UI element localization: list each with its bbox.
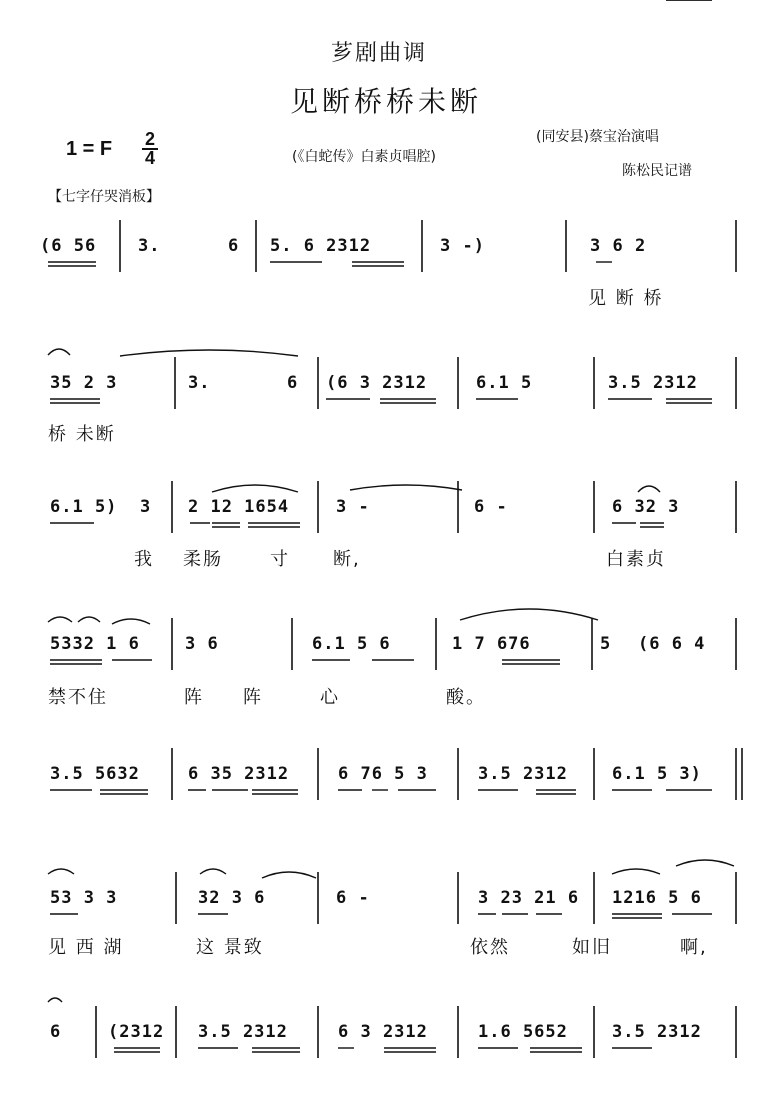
note-group: 3 - — [336, 497, 370, 517]
note-group: 2 12 1654 — [188, 497, 290, 517]
note-group: 3. — [138, 236, 161, 256]
lyric-text: 依然 — [470, 937, 510, 958]
slur — [676, 860, 734, 866]
note-group: 5332 1 6 — [50, 634, 140, 654]
key-signature: 1 = F — [66, 138, 113, 160]
song-title: 见断桥桥未断 — [290, 85, 483, 118]
slur — [112, 619, 150, 624]
lyric-text: 心 — [320, 687, 340, 708]
note-group: 5. 6 2312 — [270, 236, 372, 256]
slur — [48, 349, 70, 355]
slur — [212, 485, 298, 492]
lyric-text: 阵 — [184, 687, 204, 708]
note-group: 3.5 2312 — [612, 1022, 702, 1042]
slur — [120, 350, 298, 356]
recorder-credit: 陈松民记谱 — [622, 163, 692, 179]
slur — [200, 869, 226, 874]
note-group: 6 — [50, 1022, 62, 1042]
note-group: 1216 5 6 — [612, 888, 702, 908]
genre-heading: 芗剧曲调 — [331, 41, 428, 66]
note-group: 6.1 5 3) — [612, 764, 702, 784]
note-group: 3.5 2312 — [608, 373, 698, 393]
slur — [78, 617, 100, 622]
note-group: 6.1 5 6 — [312, 634, 391, 654]
slur — [262, 872, 316, 878]
lyric-text: 柔肠 — [183, 549, 223, 570]
source-note: (《白蛇传》白素贞唱腔) — [292, 149, 436, 165]
slur — [612, 869, 660, 874]
time-signature-top: 2 — [144, 129, 155, 149]
time-signature-bottom: 4 — [144, 148, 155, 168]
tune-type-label: 【七字仔哭消板】 — [48, 189, 160, 205]
slur — [350, 485, 462, 490]
lyric-text: 啊, — [680, 937, 708, 958]
lyric-text: 酸。 — [446, 687, 486, 708]
note-group: 1 7 676 — [452, 634, 531, 654]
note-group: (6 6 4 — [638, 634, 706, 654]
note-group: 6 35 2312 — [188, 764, 290, 784]
note-group: 3 -) — [440, 236, 485, 256]
note-group: 3. — [188, 373, 211, 393]
note-group: 6 — [287, 373, 299, 393]
slur — [48, 869, 74, 874]
slur — [460, 609, 598, 620]
lyric-text: 寸 — [270, 549, 290, 570]
note-group: (6 3 2312 — [326, 373, 428, 393]
note-group: 3.5 2312 — [198, 1022, 288, 1042]
note-group: 6 - — [474, 497, 508, 517]
note-group: 5 — [600, 634, 612, 654]
lyric-text: 阵 — [243, 687, 263, 708]
lyric-text: 白素贞 — [606, 549, 666, 570]
note-group: 3.5 5632 — [50, 764, 140, 784]
note-group: 35 2 3 — [50, 373, 118, 393]
note-group: (2312 — [108, 1022, 165, 1042]
lyric-text: 桥 未断 — [48, 424, 116, 445]
note-group: 32 3 6 — [198, 888, 266, 908]
note-group: 6 — [228, 236, 240, 256]
lyric-text: 这 景致 — [196, 937, 264, 958]
singer-credit: (同安县)蔡宝治演唱 — [536, 129, 659, 145]
note-group: 3 6 2 — [590, 236, 647, 256]
note-group: 53 3 3 — [50, 888, 118, 908]
lyric-text: 见 西 湖 — [48, 937, 124, 958]
lyric-text: 如旧 — [572, 937, 612, 958]
slur — [48, 617, 72, 622]
lyric-text: 禁不住 — [48, 687, 108, 708]
note-group: 6 76 5 3 — [338, 764, 428, 784]
lyric-text: 断, — [333, 549, 361, 570]
slur — [48, 998, 62, 1002]
note-group: 1.6 5652 — [478, 1022, 568, 1042]
note-group: 6 - — [336, 888, 370, 908]
note-group: 3 23 21 6 — [478, 888, 580, 908]
note-group: 3 6 — [185, 634, 219, 654]
note-group: 6.1 5 — [476, 373, 533, 393]
lyric-text: 我 — [134, 549, 154, 570]
note-group: 3 — [140, 497, 152, 517]
note-group: 6 32 3 — [612, 497, 680, 517]
note-group: 3.5 2312 — [478, 764, 568, 784]
slur — [638, 486, 660, 492]
lyric-text: 见 断 桥 — [588, 288, 664, 309]
note-group: (6 56 — [40, 236, 97, 256]
note-group: 6.1 5) — [50, 497, 118, 517]
note-group: 6 3 2312 — [338, 1022, 428, 1042]
